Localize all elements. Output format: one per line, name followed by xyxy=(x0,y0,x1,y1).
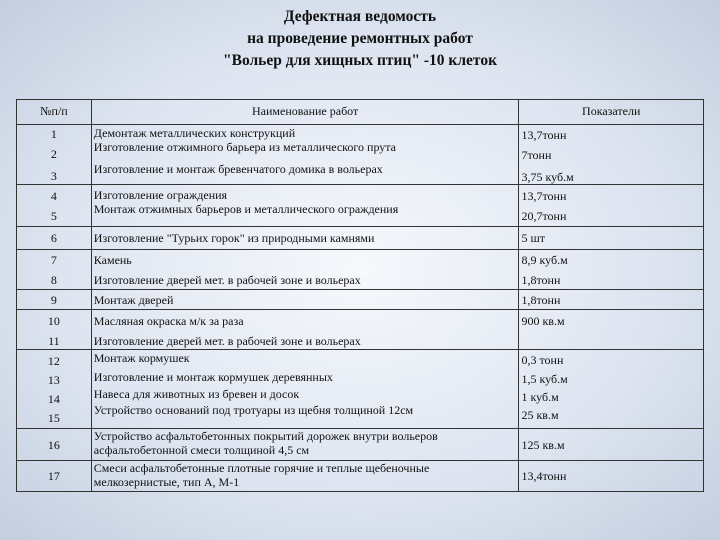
row-number: 10 xyxy=(47,314,60,328)
work-name: Монтаж дверей xyxy=(91,290,519,310)
header-name: Наименование работ xyxy=(91,100,519,125)
work-name: Изготовление дверей мет. в рабочей зоне и вольерах xyxy=(93,273,361,287)
row-number: 11 xyxy=(48,334,60,348)
row-number: 6 xyxy=(17,227,92,250)
work-name: Изготовление и монтаж бревенчатого домика в вольерах xyxy=(93,162,383,176)
work-value: 8,9 куб.м xyxy=(521,253,568,267)
table-row xyxy=(17,185,704,227)
title-line-2: на проведение ремонтных работ xyxy=(247,30,473,47)
table-row xyxy=(17,310,704,350)
table-row xyxy=(17,461,704,492)
work-name: Монтаж отжимных барьеров и металлического ограждения xyxy=(93,202,399,216)
work-name-line: асфальтобетонной смеси толщиной 4,5 см xyxy=(93,443,310,457)
row-number: 17 xyxy=(17,461,92,492)
work-value: 13,7тонн xyxy=(521,128,567,142)
row-number: 9 xyxy=(17,290,92,310)
row-number: 8 xyxy=(50,273,57,287)
row-number: 14 xyxy=(47,392,60,406)
defect-statement-table xyxy=(16,99,704,492)
work-name: Устройство оснований под тротуары из щебня толщиной 12см xyxy=(93,403,414,417)
work-value: 13,7тонн xyxy=(521,189,567,203)
table-row xyxy=(17,125,704,185)
work-name-line: мелкозернистые, тип А, М-1 xyxy=(93,475,240,489)
work-value: 13,4тонн xyxy=(519,461,704,492)
work-value: 7тонн xyxy=(521,148,552,162)
work-name: Масляная окраска м/к за раза xyxy=(93,314,244,328)
work-name: Демонтаж металлических конструкций xyxy=(93,126,296,140)
work-value: 25 кв.м xyxy=(521,408,559,422)
title-line-3: "Вольер для хищных птиц" -10 клеток xyxy=(223,52,497,69)
row-number: 1 xyxy=(50,127,57,141)
work-name-line: Устройство асфальтобетонных покрытий дорожек внутри вольеров xyxy=(93,429,438,443)
work-value: 125 кв.м xyxy=(519,429,704,461)
table-row xyxy=(17,250,704,290)
row-number: 16 xyxy=(17,429,92,461)
work-name: Изготовление дверей мет. в рабочей зоне и вольерах xyxy=(93,334,361,348)
work-value: 20,7тонн xyxy=(521,209,567,223)
work-value: 5 шт xyxy=(519,227,704,250)
work-name: Монтаж кормушек xyxy=(93,351,190,365)
work-name xyxy=(91,461,519,492)
title-line-1: Дефектная ведомость xyxy=(283,8,437,25)
table-row xyxy=(17,227,704,250)
work-name: Изготовление ограждения xyxy=(93,188,228,202)
work-value: 1,8тонн xyxy=(519,290,704,310)
work-value: 0,3 тонн xyxy=(521,353,564,367)
document-title xyxy=(0,6,720,72)
row-number: 2 xyxy=(50,147,57,161)
work-name: Камень xyxy=(93,253,132,267)
table-row xyxy=(17,429,704,461)
work-value: 1,8тонн xyxy=(521,273,561,287)
header-num: №п/п xyxy=(17,100,92,125)
work-name xyxy=(91,429,519,461)
row-number: 4 xyxy=(50,189,57,203)
row-number: 5 xyxy=(50,209,57,223)
work-name: Изготовление "Турьих горок" из природными камнями xyxy=(91,227,519,250)
table-row xyxy=(17,290,704,310)
work-name-line: Смеси асфальтобетонные плотные горячие и теплые щебеночные xyxy=(93,461,430,475)
row-number: 7 xyxy=(50,253,57,267)
work-name: Изготовление отжимного барьера из металлического прута xyxy=(93,140,396,154)
row-number: 3 xyxy=(50,169,57,183)
row-number: 12 xyxy=(47,354,60,368)
work-value: 900 кв.м xyxy=(521,314,565,328)
work-value: 1 куб.м xyxy=(521,390,559,404)
header-value: Показатели xyxy=(519,100,704,125)
table-row xyxy=(17,350,704,429)
header-row xyxy=(17,100,704,125)
work-name: Навеса для животных из бревен и досок xyxy=(93,387,300,401)
row-number: 13 xyxy=(47,373,60,387)
work-value: 1,5 куб.м xyxy=(521,372,568,386)
row-number: 15 xyxy=(47,411,60,425)
work-name: Изготовление и монтаж кормушек деревянных xyxy=(93,370,333,384)
work-value: 3,75 куб.м xyxy=(521,170,574,184)
